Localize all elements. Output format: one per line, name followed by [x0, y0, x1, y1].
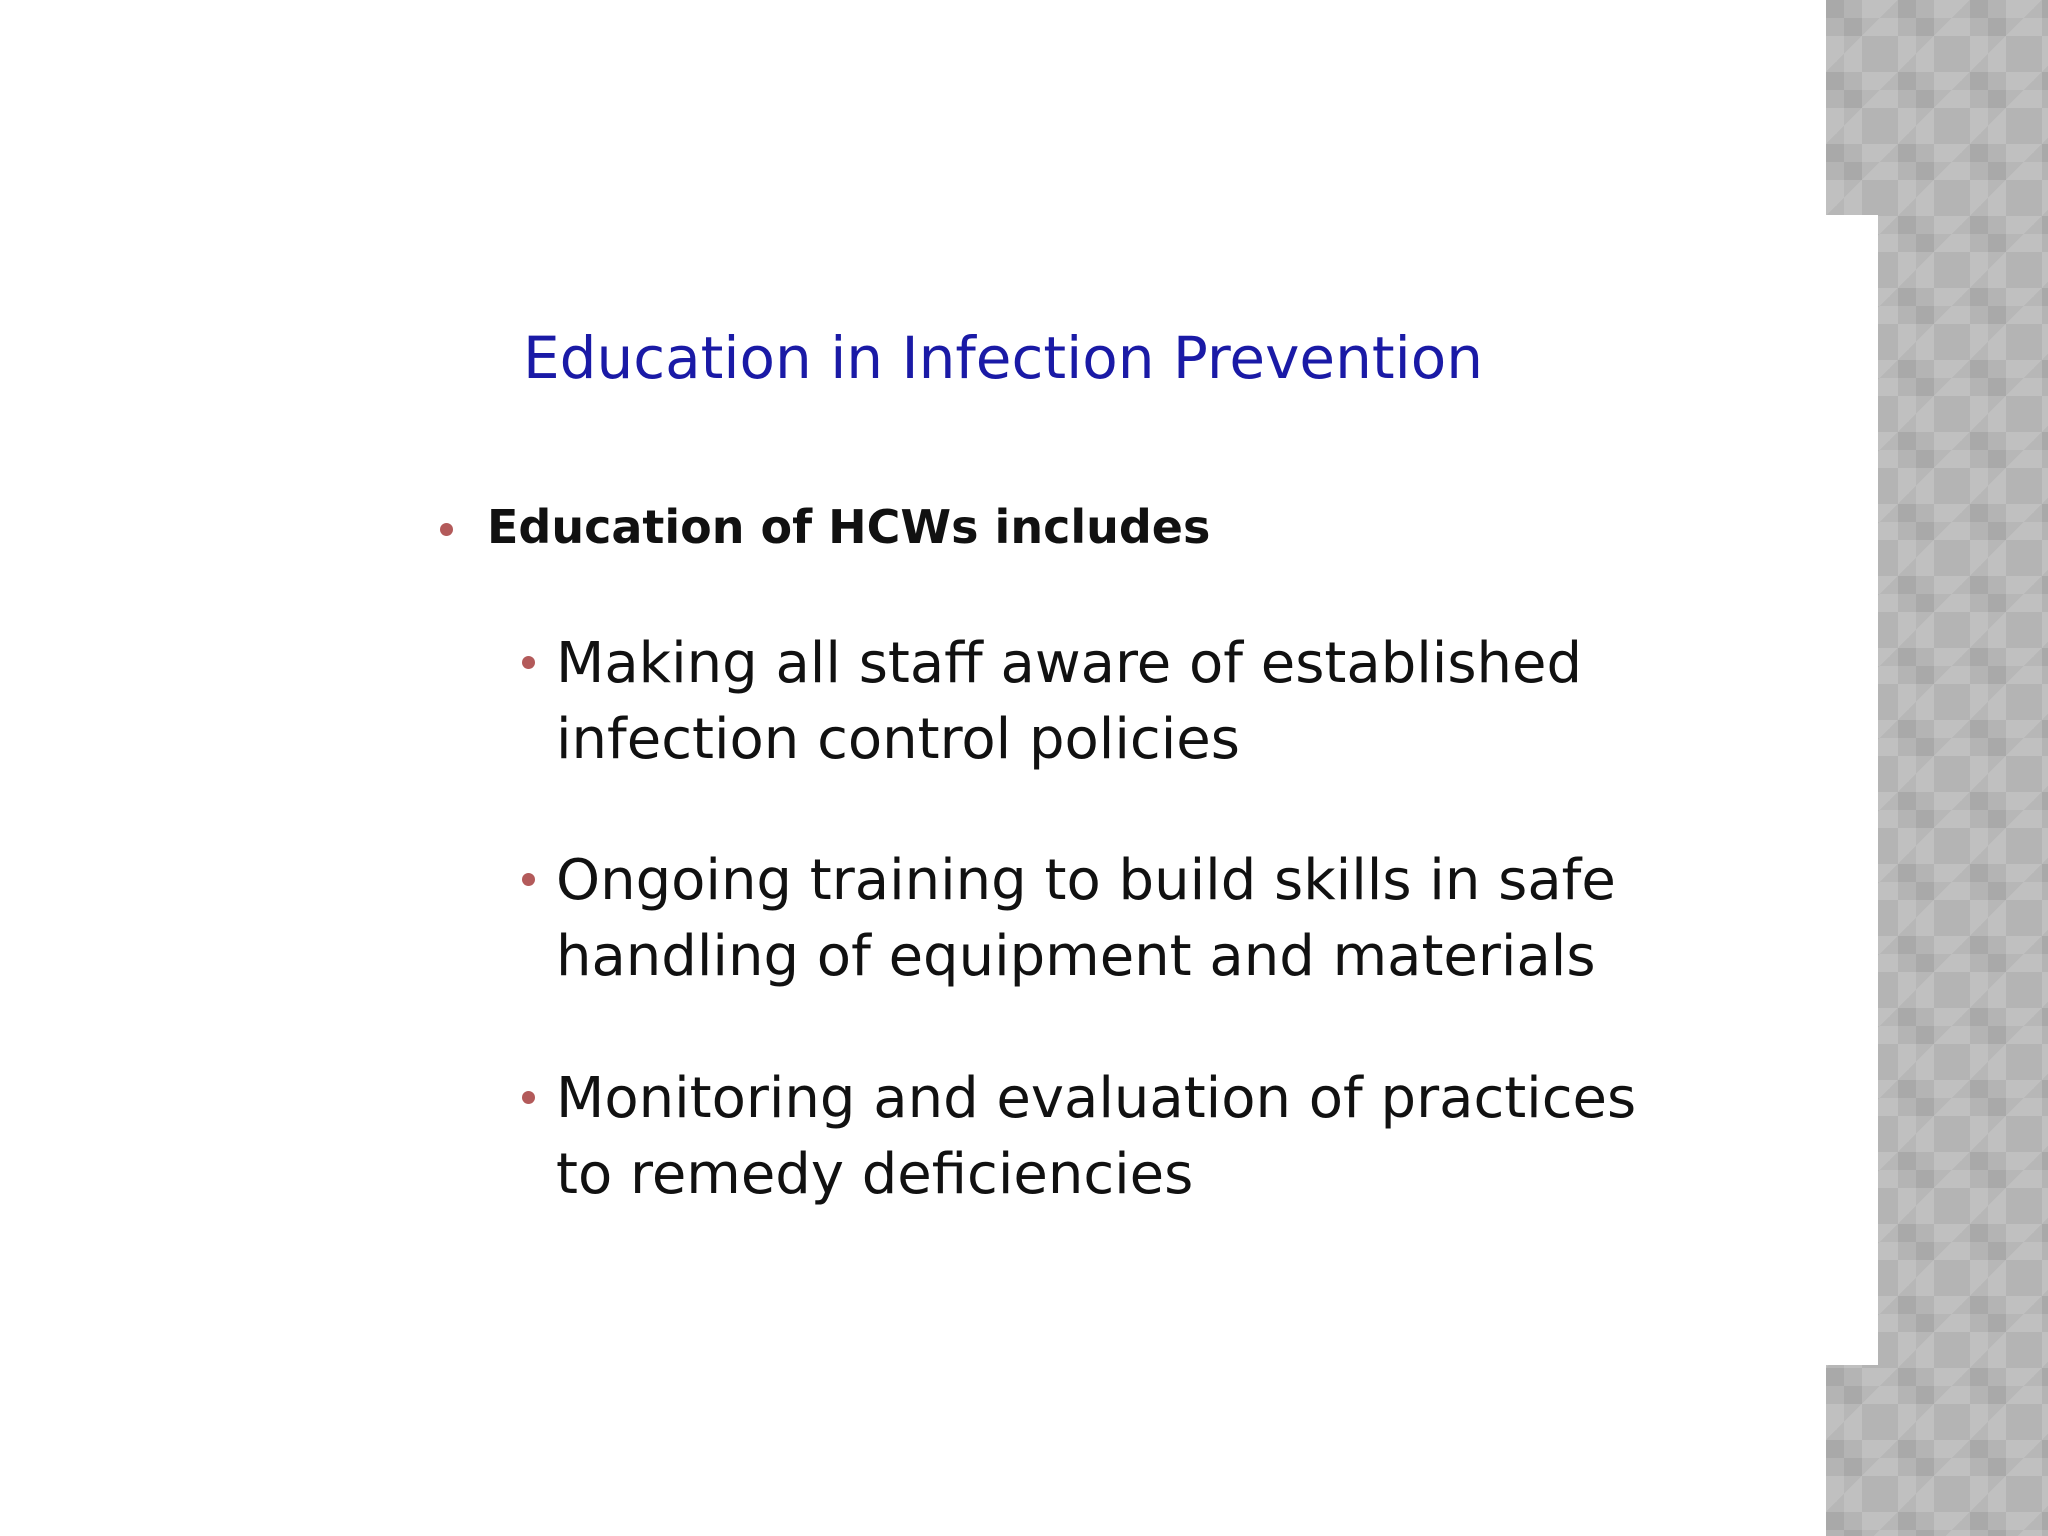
sub-bullet-item: [522, 626, 1582, 778]
bullet-dot-icon: [440, 523, 453, 536]
bullet-dot-icon: [522, 656, 535, 669]
sub-bullet-text: Ongoing training to build skills in safe handling of equipment and materials: [556, 848, 1616, 989]
bullet-dot-icon: [522, 873, 535, 886]
bullet-text: Education of HCWs includes: [487, 500, 1211, 554]
sub-bullet-item: [522, 843, 1616, 995]
sub-bullet-item: [522, 1061, 1636, 1213]
slide-title: Education in Infection Prevention: [523, 324, 1483, 392]
bullet-item: [440, 492, 1210, 562]
sub-bullet-text: Making all staff aware of established infection control policies: [556, 631, 1583, 772]
sub-bullet-text: Monitoring and evaluation of practices to remedy deficiencies: [556, 1066, 1637, 1207]
bullet-dot-icon: [522, 1091, 535, 1104]
